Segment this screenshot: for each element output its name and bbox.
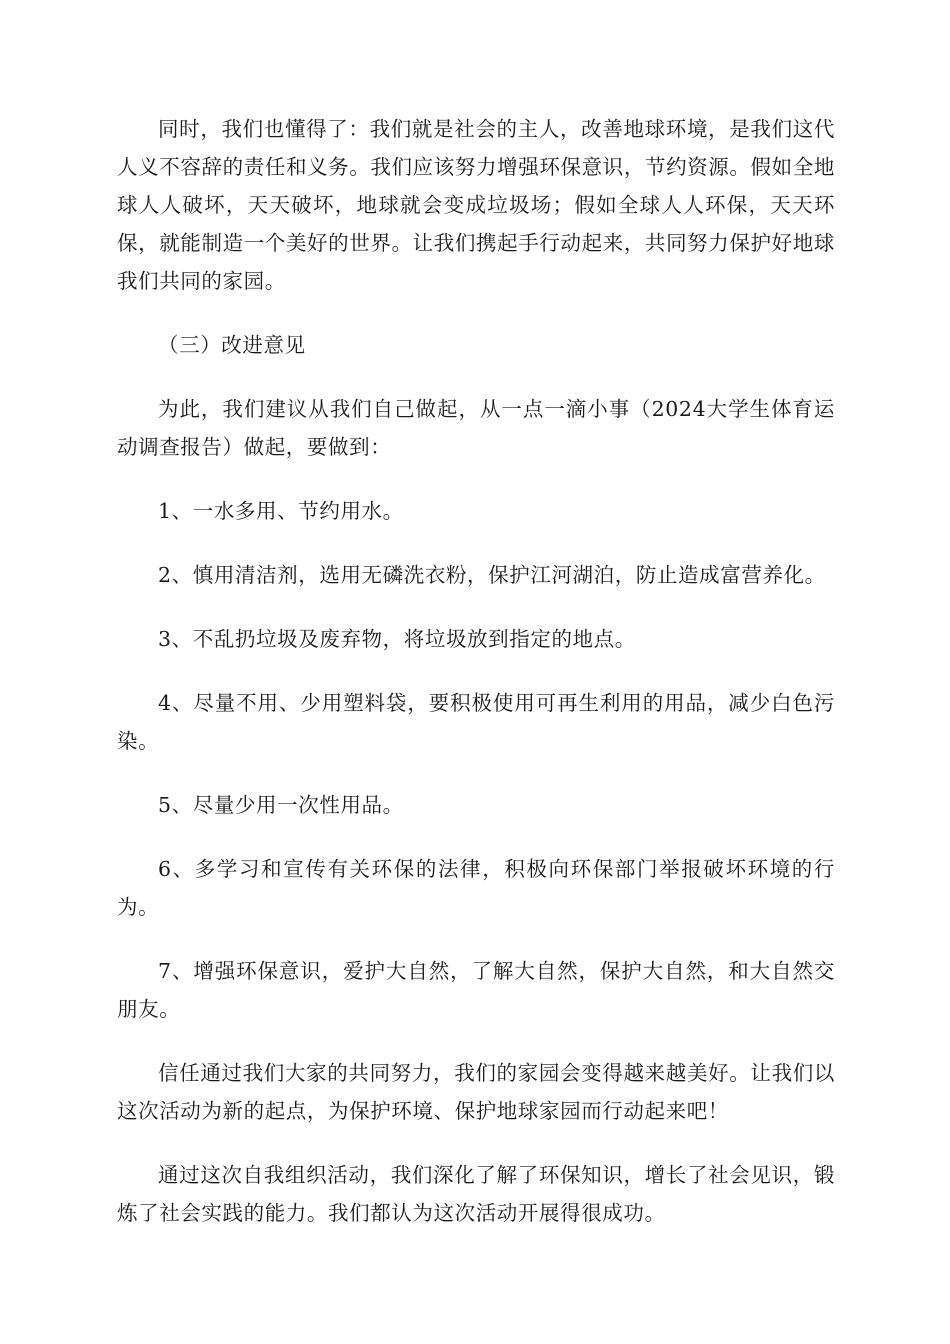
paragraph-hope: 信任通过我们大家的共同努力，我们的家园会变得越来越美好。让我们以这次活动为新的起点，为保护环境、保护地球家园而行动起来吧！ bbox=[117, 1061, 835, 1123]
list-item-7: 7、增强环保意识，爱护大自然，了解大自然，保护大自然，和大自然交朋友。 bbox=[117, 959, 835, 1021]
paragraph-suggestion-intro: 为此，我们建议从我们自己做起，从一点一滴小事（2024大学生体育运动调查报告）做起，要做到： bbox=[117, 397, 835, 459]
list-item-4: 4、尽量不用、少用塑料袋，要积极使用可再生利用的用品，减少白色污染。 bbox=[117, 691, 835, 753]
list-item-3: 3、不乱扔垃圾及废弃物，将垃圾放到指定的地点。 bbox=[158, 627, 636, 651]
document-body bbox=[117, 110, 835, 1258]
list-item-6: 6、多学习和宣传有关环保的法律，积极向环保部门举报破坏环境的行为。 bbox=[117, 857, 835, 919]
section-heading-improvement: （三）改进意见 bbox=[158, 333, 306, 357]
list-item-2: 2、慎用清洁剂，选用无磷洗衣粉，保护江河湖泊，防止造成富营养化。 bbox=[158, 563, 826, 587]
list-item-5: 5、尽量少用一次性用品。 bbox=[158, 793, 404, 817]
paragraph-conclusion: 通过这次自我组织活动，我们深化了解了环保知识，增长了社会见识，锻炼了社会实践的能力。我们都认为这次活动开展得很成功。 bbox=[117, 1163, 835, 1225]
list-item-1: 1、一水多用、节约用水。 bbox=[158, 499, 404, 523]
paragraph-responsibility: 同时，我们也懂得了：我们就是社会的主人，改善地球环境，是我们这代人义不容辞的责任和义务。我们应该努力增强环保意识，节约资源。假如全地球人人破坏，天天破坏，地球就会变成垃圾场；假如全球人人环保，天天环保，就能制造一个美好的世界。让我们携起手行动起来，共同努力保护好地球我们共同的家园。 bbox=[117, 117, 835, 293]
